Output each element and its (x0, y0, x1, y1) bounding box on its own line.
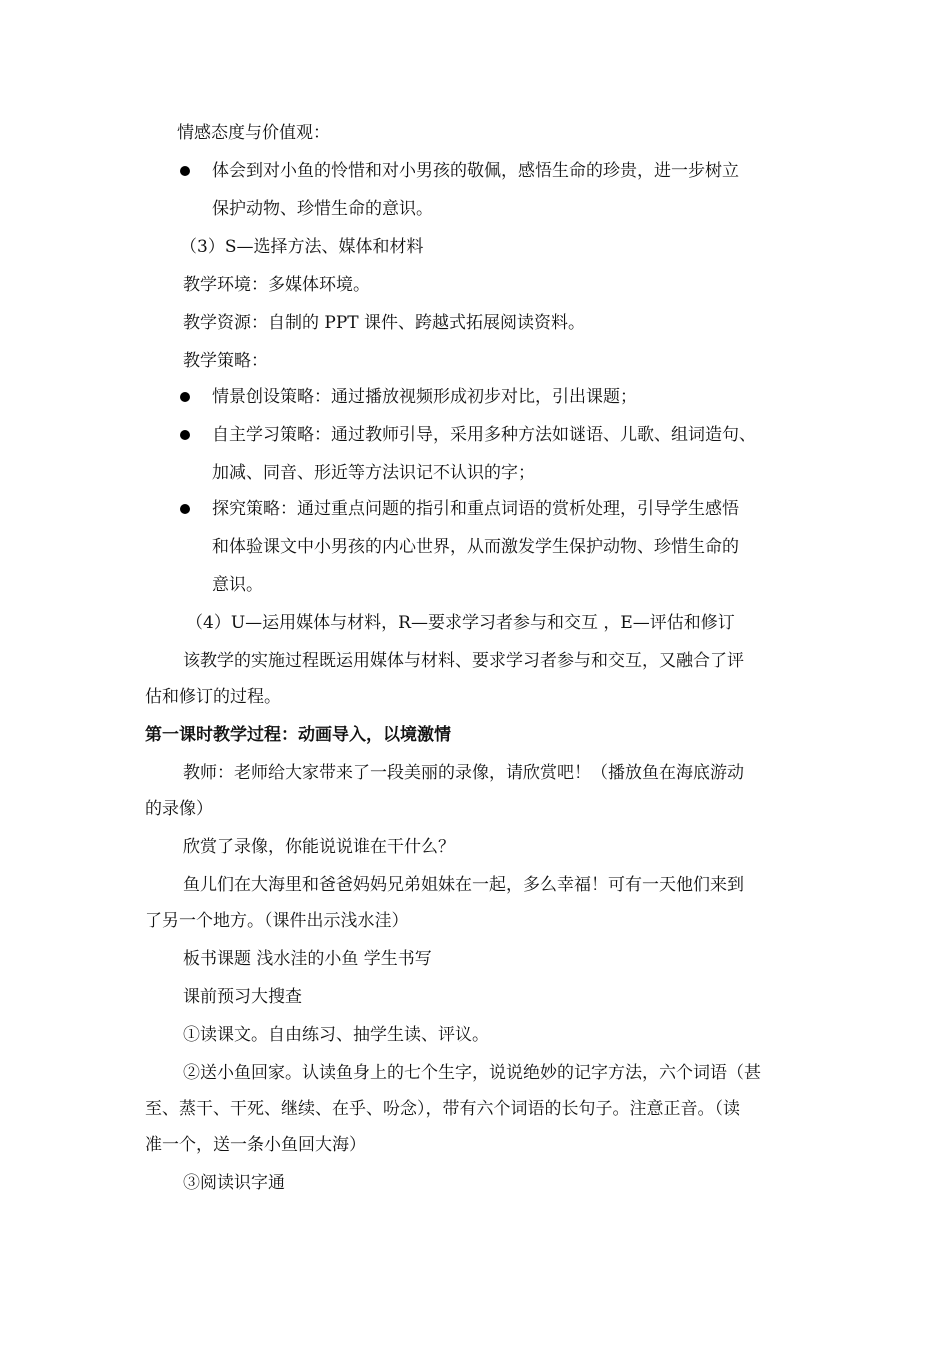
teaching-environment: 教学环境：多媒体环境。 (183, 275, 370, 295)
lesson-heading: 第一课时教学过程：动画导入，以境激情 (145, 725, 451, 745)
paragraph: ①读课文。自由练习、抽学生读、评议。 (183, 1025, 489, 1045)
strategy-item: 意识。 (212, 575, 263, 595)
bullet-icon (180, 504, 190, 514)
paragraph: 教师：老师给大家带来了一段美丽的录像，请欣赏吧！（播放鱼在海底游动 (183, 763, 744, 783)
strategy-item: 情景创设策略：通过播放视频形成初步对比，引出课题； (212, 387, 637, 407)
paragraph: 板书课题 浅水洼的小鱼 学生书写 (183, 949, 432, 969)
affective-bullet-line: 保护动物、珍惜生命的意识。 (212, 199, 433, 219)
paragraph: 课前预习大搜查 (183, 987, 302, 1007)
strategy-item: 探究策略：通过重点问题的指引和重点词语的赏析处理，引导学生感悟 (212, 499, 739, 519)
strategy-item: 加减、同音、形近等方法识记不认识的字； (212, 463, 535, 483)
paragraph: 至、蒸干、干死、继续、在乎、吩念），带有六个词语的长句子。注意正音。（读 (145, 1099, 740, 1119)
section-3-title: （3）S—选择方法、媒体和材料 (180, 237, 424, 257)
affective-bullet-line: 体会到对小鱼的怜惜和对小男孩的敬佩，感悟生命的珍贵，进一步树立 (212, 161, 739, 181)
affective-heading: 情感态度与价值观： (177, 123, 330, 143)
paragraph: 欣赏了录像，你能说说谁在干什么？ (183, 837, 455, 857)
strategy-heading: 教学策略： (183, 351, 268, 371)
bullet-icon (180, 430, 190, 440)
strategy-item: 和体验课文中小男孩的内心世界，从而激发学生保护动物、珍惜生命的 (212, 537, 739, 557)
paragraph: 该教学的实施过程既运用媒体与材料、要求学习者参与和交互，又融合了评 (183, 651, 744, 671)
strategy-item: 自主学习策略：通过教师引导，采用多种方法如谜语、儿歌、组词造句、 (212, 425, 756, 445)
paragraph: 了另一个地方。（课件出示浅水洼） (145, 911, 409, 931)
paragraph: 的录像） (145, 799, 213, 819)
paragraph: 鱼儿们在大海里和爸爸妈妈兄弟姐妹在一起，多么幸福！可有一天他们来到 (183, 875, 744, 895)
paragraph: ②送小鱼回家。认读鱼身上的七个生字，说说绝妙的记字方法，六个词语（甚 (183, 1063, 761, 1083)
section-4-title: （4）U—运用媒体与材料，R—要求学习者参与和交互 ，E—评估和修订 (186, 613, 735, 633)
bullet-icon (180, 392, 190, 402)
paragraph: ③阅读识字通 (183, 1173, 285, 1193)
bullet-icon (180, 166, 190, 176)
paragraph: 估和修订的过程。 (145, 687, 281, 707)
teaching-resources: 教学资源：自制的 PPT 课件、跨越式拓展阅读资料。 (183, 313, 586, 333)
paragraph: 准一个，送一条小鱼回大海） (145, 1135, 366, 1155)
